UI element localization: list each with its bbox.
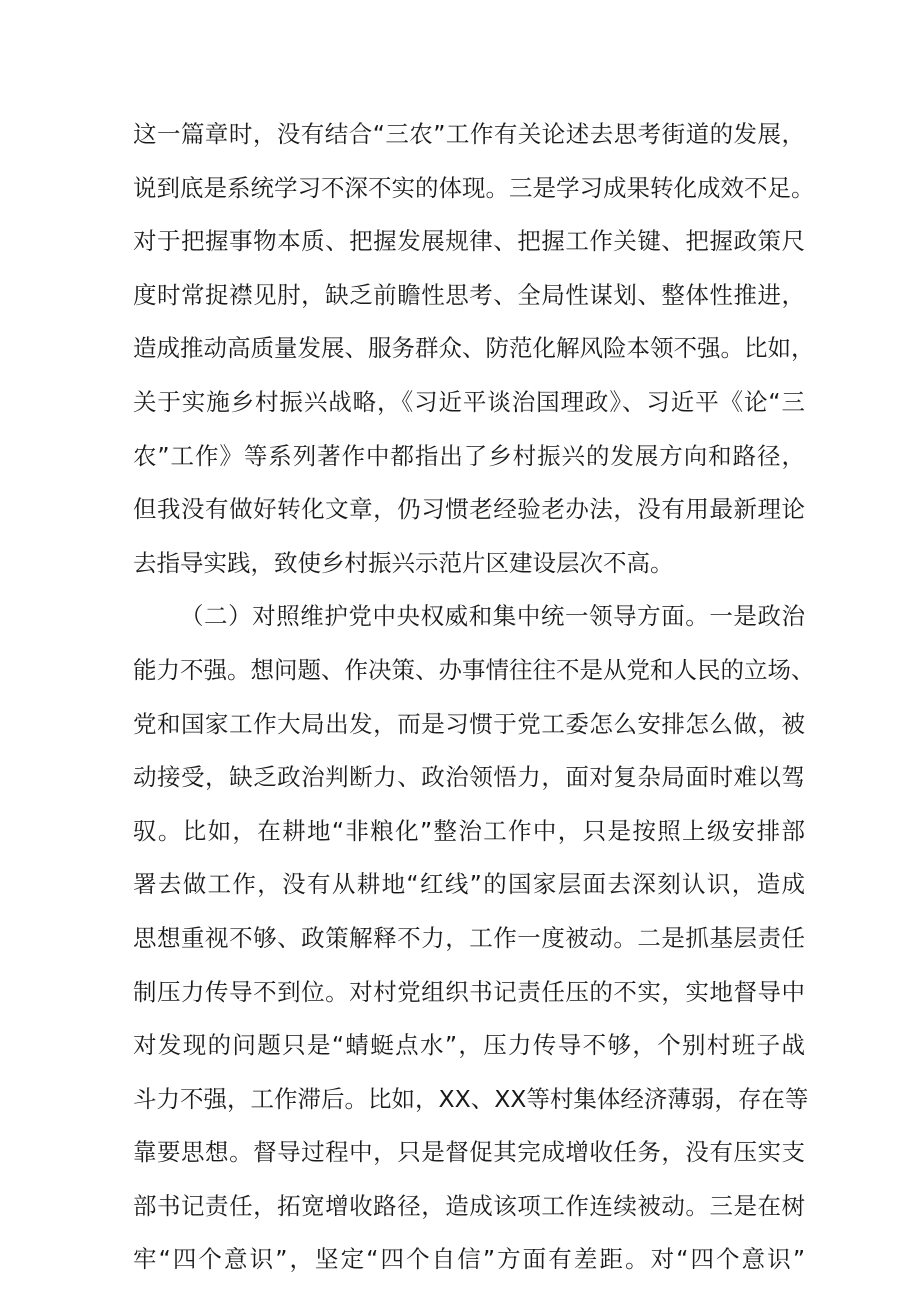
text-line: 对于把握事物本质、把握发展规律、把握工作关键、把握政策尺: [133, 227, 805, 256]
text-line: 说到底是系统学习不深不实的体现。三是学习成果转化成效不足。: [133, 173, 815, 202]
text-line: 党和国家工作大局出发，而是习惯于党工委怎么安排怎么做，被: [133, 709, 805, 738]
text-line: 度时常捉襟见肘，缺乏前瞻性思考、全局性谋划、整体性推进，: [133, 280, 805, 309]
text-line: 动接受，缺乏政治判断力、政治领悟力，面对复杂局面时难以驾: [133, 763, 805, 792]
text-line: 思想重视不够、政策解释不力，工作一度被动。二是抓基层责任: [133, 923, 805, 952]
text-line: 农”工作》等系列著作中都指出了乡村振兴的发展方向和路径，: [133, 441, 805, 470]
text-line: 靠要思想。督导过程中，只是督促其完成增收任务，没有压实支: [133, 1138, 805, 1167]
text-line: 但我没有做好转化文章，仍习惯老经验老办法，没有用最新理论: [133, 495, 805, 524]
text-line: 署去做工作，没有从耕地“红线”的国家层面去深刻认识，造成: [133, 870, 805, 899]
text-line: 造成推动高质量发展、服务群众、防范化解风险本领不强。比如，: [133, 334, 815, 363]
section-heading-line: （二）对照维护党中央权威和集中统一领导方面。一是政治: [180, 602, 805, 631]
text-line: 去指导实践，致使乡村振兴示范片区建设层次不高。: [133, 548, 674, 577]
text-line: 制压力传导不到位。对村党组织书记责任压的不实，实地督导中: [133, 977, 805, 1006]
text-line: 斗力不强，工作滞后。比如，XX、XX等村集体经济薄弱，存在等: [133, 1084, 809, 1113]
text-line: 对发现的问题只是“蜻蜓点水”，压力传导不够，个别村班子战: [133, 1031, 805, 1060]
document-body: [133, 108, 815, 1287]
text-line: 部书记责任，拓宽增收路径，造成该项工作连续被动。三是在树: [133, 1191, 805, 1220]
text-line: 驭。比如，在耕地“非粮化”整治工作中，只是按照上级安排部: [133, 816, 805, 845]
text-line: 能力不强。想问题、作决策、办事情往往不是从党和人民的立场、: [133, 655, 815, 684]
text-line: 牢“四个意识”，坚定“四个自信”方面有差距。对“四个意识”: [133, 1245, 805, 1274]
text-line: 关于实施乡村振兴战略，《习近平谈治国理政》、习近平《论“三: [133, 387, 805, 416]
text-line: 这一篇章时，没有结合“三农”工作有关论述去思考街道的发展，: [133, 120, 805, 148]
